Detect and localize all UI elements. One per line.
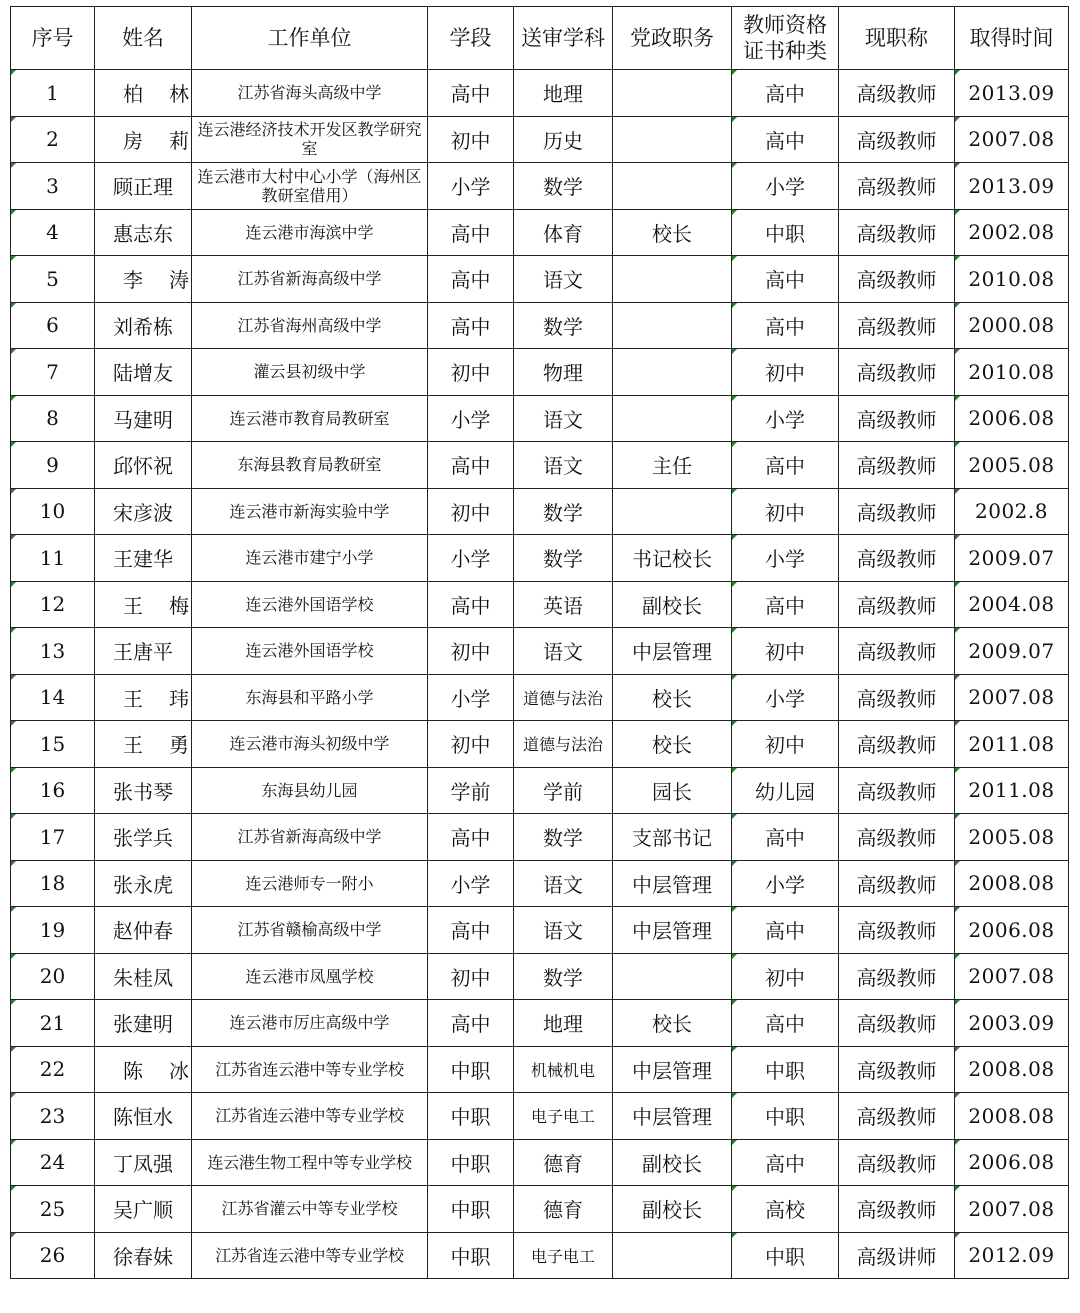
cert-cell: 高中 xyxy=(732,302,839,349)
name-cell: 赵仲春 xyxy=(95,907,192,954)
title-cell: 高级教师 xyxy=(839,302,955,349)
subject-cell: 历史 xyxy=(514,116,613,163)
level-cell: 中职 xyxy=(428,1186,514,1233)
cert-cell: 中职 xyxy=(732,209,839,256)
title-cell: 高级教师 xyxy=(839,116,955,163)
name-cell: 朱桂凤 xyxy=(95,953,192,1000)
post-cell xyxy=(613,953,732,1000)
idx-cell: 26 xyxy=(11,1232,95,1279)
teacher-list-table-container xyxy=(10,6,1068,1279)
post-cell: 书记校长 xyxy=(613,535,732,582)
post-cell xyxy=(613,395,732,442)
title-cell: 高级教师 xyxy=(839,209,955,256)
title-cell: 高级教师 xyxy=(839,1093,955,1140)
post-cell: 副校长 xyxy=(613,1139,732,1186)
date-cell: 2007.08 xyxy=(955,953,1069,1000)
cert-cell: 高中 xyxy=(732,907,839,954)
title-cell: 高级教师 xyxy=(839,674,955,721)
date-cell: 2006.08 xyxy=(955,1139,1069,1186)
unit-cell: 东海县和平路小学 xyxy=(192,674,428,721)
cert-cell: 高中 xyxy=(732,814,839,861)
level-cell: 初中 xyxy=(428,116,514,163)
post-cell xyxy=(613,488,732,535)
table-row xyxy=(11,442,1069,489)
name-cell: 顾正理 xyxy=(95,163,192,210)
title-cell: 高级教师 xyxy=(839,907,955,954)
title-cell: 高级教师 xyxy=(839,1046,955,1093)
name-cell: 马建明 xyxy=(95,395,192,442)
subject-cell: 数学 xyxy=(514,302,613,349)
cert-cell: 中职 xyxy=(732,1046,839,1093)
date-cell: 2002.08 xyxy=(955,209,1069,256)
subject-cell: 语文 xyxy=(514,628,613,675)
name-cell: 徐春妹 xyxy=(95,1232,192,1279)
table-row xyxy=(11,860,1069,907)
level-cell: 高中 xyxy=(428,814,514,861)
table-row xyxy=(11,116,1069,163)
table-row xyxy=(11,209,1069,256)
level-cell: 初中 xyxy=(428,488,514,535)
title-cell: 高级教师 xyxy=(839,349,955,396)
unit-cell: 江苏省海头高级中学 xyxy=(192,70,428,117)
unit-cell: 灌云县初级中学 xyxy=(192,349,428,396)
date-cell: 2005.08 xyxy=(955,442,1069,489)
idx-cell: 23 xyxy=(11,1093,95,1140)
date-cell: 2010.08 xyxy=(955,349,1069,396)
level-cell: 小学 xyxy=(428,395,514,442)
name-cell: 惠志东 xyxy=(95,209,192,256)
table-row xyxy=(11,1232,1069,1279)
subject-cell: 电子电工 xyxy=(514,1093,613,1140)
subject-cell: 德育 xyxy=(514,1186,613,1233)
table-row xyxy=(11,1046,1069,1093)
level-cell: 高中 xyxy=(428,1000,514,1047)
post-cell: 主任 xyxy=(613,442,732,489)
title-cell: 高级教师 xyxy=(839,163,955,210)
cert-cell: 高中 xyxy=(732,1000,839,1047)
title-cell: 高级教师 xyxy=(839,395,955,442)
header-cell: 教师资格证书种类 xyxy=(732,7,839,70)
table-row xyxy=(11,1186,1069,1233)
idx-cell: 24 xyxy=(11,1139,95,1186)
subject-cell: 体育 xyxy=(514,209,613,256)
subject-cell: 数学 xyxy=(514,953,613,1000)
idx-cell: 2 xyxy=(11,116,95,163)
level-cell: 小学 xyxy=(428,674,514,721)
unit-cell: 连云港外国语学校 xyxy=(192,628,428,675)
level-cell: 初中 xyxy=(428,628,514,675)
idx-cell: 20 xyxy=(11,953,95,1000)
idx-cell: 25 xyxy=(11,1186,95,1233)
cert-cell: 高中 xyxy=(732,116,839,163)
unit-cell: 连云港市大村中心小学（海州区教研室借用） xyxy=(192,163,428,210)
cert-cell: 初中 xyxy=(732,349,839,396)
cert-cell: 小学 xyxy=(732,535,839,582)
header-cell: 送审学科 xyxy=(514,7,613,70)
subject-cell: 道德与法治 xyxy=(514,674,613,721)
level-cell: 高中 xyxy=(428,442,514,489)
post-cell: 校长 xyxy=(613,674,732,721)
date-cell: 2006.08 xyxy=(955,907,1069,954)
cert-cell: 小学 xyxy=(732,163,839,210)
subject-cell: 英语 xyxy=(514,581,613,628)
level-cell: 中职 xyxy=(428,1139,514,1186)
level-cell: 小学 xyxy=(428,163,514,210)
name-cell: 王梅 xyxy=(95,581,192,628)
table-row xyxy=(11,163,1069,210)
date-cell: 2010.08 xyxy=(955,256,1069,303)
date-cell: 2002.8 xyxy=(955,488,1069,535)
date-cell: 2007.08 xyxy=(955,116,1069,163)
cert-cell: 中职 xyxy=(732,1093,839,1140)
idx-cell: 10 xyxy=(11,488,95,535)
level-cell: 高中 xyxy=(428,302,514,349)
title-cell: 高级教师 xyxy=(839,814,955,861)
header-cell: 取得时间 xyxy=(955,7,1069,70)
name-cell: 张永虎 xyxy=(95,860,192,907)
name-cell: 王玮 xyxy=(95,674,192,721)
unit-cell: 连云港外国语学校 xyxy=(192,581,428,628)
table-row xyxy=(11,349,1069,396)
subject-cell: 数学 xyxy=(514,814,613,861)
idx-cell: 7 xyxy=(11,349,95,396)
title-cell: 高级讲师 xyxy=(839,1232,955,1279)
title-cell: 高级教师 xyxy=(839,1139,955,1186)
name-cell: 陈恒水 xyxy=(95,1093,192,1140)
subject-cell: 语文 xyxy=(514,907,613,954)
idx-cell: 18 xyxy=(11,860,95,907)
cert-cell: 中职 xyxy=(732,1232,839,1279)
name-cell: 李涛 xyxy=(95,256,192,303)
date-cell: 2009.07 xyxy=(955,628,1069,675)
title-cell: 高级教师 xyxy=(839,256,955,303)
date-cell: 2003.09 xyxy=(955,1000,1069,1047)
table-row xyxy=(11,70,1069,117)
idx-cell: 22 xyxy=(11,1046,95,1093)
idx-cell: 14 xyxy=(11,674,95,721)
post-cell: 副校长 xyxy=(613,1186,732,1233)
header-cell: 姓名 xyxy=(95,7,192,70)
header-cell: 学段 xyxy=(428,7,514,70)
post-cell xyxy=(613,256,732,303)
idx-cell: 15 xyxy=(11,721,95,768)
level-cell: 高中 xyxy=(428,581,514,628)
subject-cell: 地理 xyxy=(514,1000,613,1047)
unit-cell: 连云港市海头初级中学 xyxy=(192,721,428,768)
title-cell: 高级教师 xyxy=(839,488,955,535)
date-cell: 2013.09 xyxy=(955,70,1069,117)
title-cell: 高级教师 xyxy=(839,442,955,489)
cert-cell: 高中 xyxy=(732,442,839,489)
header-row xyxy=(11,7,1069,70)
post-cell: 中层管理 xyxy=(613,860,732,907)
name-cell: 吴广顺 xyxy=(95,1186,192,1233)
name-cell: 张学兵 xyxy=(95,814,192,861)
level-cell: 初中 xyxy=(428,349,514,396)
table-row xyxy=(11,1139,1069,1186)
unit-cell: 江苏省连云港中等专业学校 xyxy=(192,1046,428,1093)
cert-cell: 初中 xyxy=(732,721,839,768)
header-cell: 工作单位 xyxy=(192,7,428,70)
subject-cell: 数学 xyxy=(514,488,613,535)
table-row xyxy=(11,814,1069,861)
cert-cell: 高中 xyxy=(732,1139,839,1186)
unit-cell: 连云港市建宁小学 xyxy=(192,535,428,582)
date-cell: 2008.08 xyxy=(955,1046,1069,1093)
cert-cell: 初中 xyxy=(732,488,839,535)
title-cell: 高级教师 xyxy=(839,721,955,768)
title-cell: 高级教师 xyxy=(839,628,955,675)
idx-cell: 3 xyxy=(11,163,95,210)
date-cell: 2009.07 xyxy=(955,535,1069,582)
table-row xyxy=(11,767,1069,814)
subject-cell: 道德与法治 xyxy=(514,721,613,768)
subject-cell: 电子电工 xyxy=(514,1232,613,1279)
date-cell: 2012.09 xyxy=(955,1232,1069,1279)
name-cell: 张书琴 xyxy=(95,767,192,814)
level-cell: 初中 xyxy=(428,953,514,1000)
name-cell: 王勇 xyxy=(95,721,192,768)
post-cell: 中层管理 xyxy=(613,1093,732,1140)
table-row xyxy=(11,953,1069,1000)
name-cell: 房莉 xyxy=(95,116,192,163)
date-cell: 2007.08 xyxy=(955,1186,1069,1233)
post-cell: 校长 xyxy=(613,721,732,768)
idx-cell: 12 xyxy=(11,581,95,628)
subject-cell: 机械机电 xyxy=(514,1046,613,1093)
idx-cell: 16 xyxy=(11,767,95,814)
table-row xyxy=(11,628,1069,675)
post-cell xyxy=(613,116,732,163)
level-cell: 初中 xyxy=(428,721,514,768)
title-cell: 高级教师 xyxy=(839,535,955,582)
name-cell: 丁凤强 xyxy=(95,1139,192,1186)
title-cell: 高级教师 xyxy=(839,767,955,814)
header-cell: 序号 xyxy=(11,7,95,70)
cert-cell: 小学 xyxy=(732,674,839,721)
subject-cell: 语文 xyxy=(514,860,613,907)
subject-cell: 语文 xyxy=(514,395,613,442)
name-cell: 陈冰 xyxy=(95,1046,192,1093)
unit-cell: 东海县幼儿园 xyxy=(192,767,428,814)
idx-cell: 13 xyxy=(11,628,95,675)
level-cell: 中职 xyxy=(428,1093,514,1140)
title-cell: 高级教师 xyxy=(839,1000,955,1047)
level-cell: 中职 xyxy=(428,1046,514,1093)
unit-cell: 江苏省连云港中等专业学校 xyxy=(192,1232,428,1279)
name-cell: 刘希栋 xyxy=(95,302,192,349)
teacher-list-table xyxy=(10,6,1069,1279)
date-cell: 2006.08 xyxy=(955,395,1069,442)
level-cell: 高中 xyxy=(428,209,514,256)
post-cell: 中层管理 xyxy=(613,907,732,954)
table-row xyxy=(11,395,1069,442)
post-cell: 中层管理 xyxy=(613,1046,732,1093)
header-cell: 党政职务 xyxy=(613,7,732,70)
idx-cell: 17 xyxy=(11,814,95,861)
date-cell: 2011.08 xyxy=(955,767,1069,814)
idx-cell: 11 xyxy=(11,535,95,582)
name-cell: 陆增友 xyxy=(95,349,192,396)
date-cell: 2008.08 xyxy=(955,860,1069,907)
table-row xyxy=(11,721,1069,768)
subject-cell: 德育 xyxy=(514,1139,613,1186)
date-cell: 2005.08 xyxy=(955,814,1069,861)
cert-cell: 初中 xyxy=(732,953,839,1000)
subject-cell: 地理 xyxy=(514,70,613,117)
name-cell: 王建华 xyxy=(95,535,192,582)
subject-cell: 语文 xyxy=(514,442,613,489)
cert-cell: 高中 xyxy=(732,70,839,117)
table-row xyxy=(11,302,1069,349)
subject-cell: 物理 xyxy=(514,349,613,396)
post-cell xyxy=(613,1232,732,1279)
unit-cell: 连云港经济技术开发区教学研究室 xyxy=(192,116,428,163)
post-cell: 园长 xyxy=(613,767,732,814)
name-cell: 柏林 xyxy=(95,70,192,117)
title-cell: 高级教师 xyxy=(839,581,955,628)
cert-cell: 幼儿园 xyxy=(732,767,839,814)
table-row xyxy=(11,674,1069,721)
cert-cell: 小学 xyxy=(732,860,839,907)
unit-cell: 连云港市厉庄高级中学 xyxy=(192,1000,428,1047)
idx-cell: 4 xyxy=(11,209,95,256)
unit-cell: 连云港市海滨中学 xyxy=(192,209,428,256)
name-cell: 邱怀祝 xyxy=(95,442,192,489)
post-cell xyxy=(613,163,732,210)
post-cell: 中层管理 xyxy=(613,628,732,675)
date-cell: 2007.08 xyxy=(955,674,1069,721)
idx-cell: 5 xyxy=(11,256,95,303)
unit-cell: 江苏省海州高级中学 xyxy=(192,302,428,349)
title-cell: 高级教师 xyxy=(839,860,955,907)
idx-cell: 1 xyxy=(11,70,95,117)
level-cell: 学前 xyxy=(428,767,514,814)
idx-cell: 8 xyxy=(11,395,95,442)
level-cell: 小学 xyxy=(428,535,514,582)
post-cell xyxy=(613,349,732,396)
table-row xyxy=(11,535,1069,582)
unit-cell: 江苏省新海高级中学 xyxy=(192,814,428,861)
unit-cell: 江苏省连云港中等专业学校 xyxy=(192,1093,428,1140)
title-cell: 高级教师 xyxy=(839,1186,955,1233)
date-cell: 2011.08 xyxy=(955,721,1069,768)
table-row xyxy=(11,256,1069,303)
subject-cell: 数学 xyxy=(514,535,613,582)
cert-cell: 高中 xyxy=(732,256,839,303)
unit-cell: 江苏省新海高级中学 xyxy=(192,256,428,303)
cert-cell: 小学 xyxy=(732,395,839,442)
unit-cell: 江苏省灌云中等专业学校 xyxy=(192,1186,428,1233)
post-cell: 副校长 xyxy=(613,581,732,628)
table-row xyxy=(11,488,1069,535)
unit-cell: 东海县教育局教研室 xyxy=(192,442,428,489)
idx-cell: 21 xyxy=(11,1000,95,1047)
post-cell: 校长 xyxy=(613,1000,732,1047)
table-row xyxy=(11,581,1069,628)
post-cell: 校长 xyxy=(613,209,732,256)
date-cell: 2008.08 xyxy=(955,1093,1069,1140)
cert-cell: 初中 xyxy=(732,628,839,675)
unit-cell: 连云港市教育局教研室 xyxy=(192,395,428,442)
name-cell: 王唐平 xyxy=(95,628,192,675)
level-cell: 高中 xyxy=(428,907,514,954)
subject-cell: 数学 xyxy=(514,163,613,210)
header-cell: 现职称 xyxy=(839,7,955,70)
date-cell: 2004.08 xyxy=(955,581,1069,628)
date-cell: 2013.09 xyxy=(955,163,1069,210)
post-cell xyxy=(613,70,732,117)
level-cell: 高中 xyxy=(428,256,514,303)
table-row xyxy=(11,1093,1069,1140)
unit-cell: 连云港市新海实验中学 xyxy=(192,488,428,535)
subject-cell: 语文 xyxy=(514,256,613,303)
unit-cell: 连云港生物工程中等专业学校 xyxy=(192,1139,428,1186)
date-cell: 2000.08 xyxy=(955,302,1069,349)
name-cell: 张建明 xyxy=(95,1000,192,1047)
unit-cell: 连云港市凤凰学校 xyxy=(192,953,428,1000)
cert-cell: 高校 xyxy=(732,1186,839,1233)
table-row xyxy=(11,1000,1069,1047)
level-cell: 中职 xyxy=(428,1232,514,1279)
idx-cell: 9 xyxy=(11,442,95,489)
post-cell: 支部书记 xyxy=(613,814,732,861)
unit-cell: 江苏省赣榆高级中学 xyxy=(192,907,428,954)
subject-cell: 学前 xyxy=(514,767,613,814)
cert-cell: 高中 xyxy=(732,581,839,628)
idx-cell: 6 xyxy=(11,302,95,349)
title-cell: 高级教师 xyxy=(839,953,955,1000)
title-cell: 高级教师 xyxy=(839,70,955,117)
level-cell: 高中 xyxy=(428,70,514,117)
table-row xyxy=(11,907,1069,954)
idx-cell: 19 xyxy=(11,907,95,954)
name-cell: 宋彦波 xyxy=(95,488,192,535)
post-cell xyxy=(613,302,732,349)
level-cell: 小学 xyxy=(428,860,514,907)
unit-cell: 连云港师专一附小 xyxy=(192,860,428,907)
